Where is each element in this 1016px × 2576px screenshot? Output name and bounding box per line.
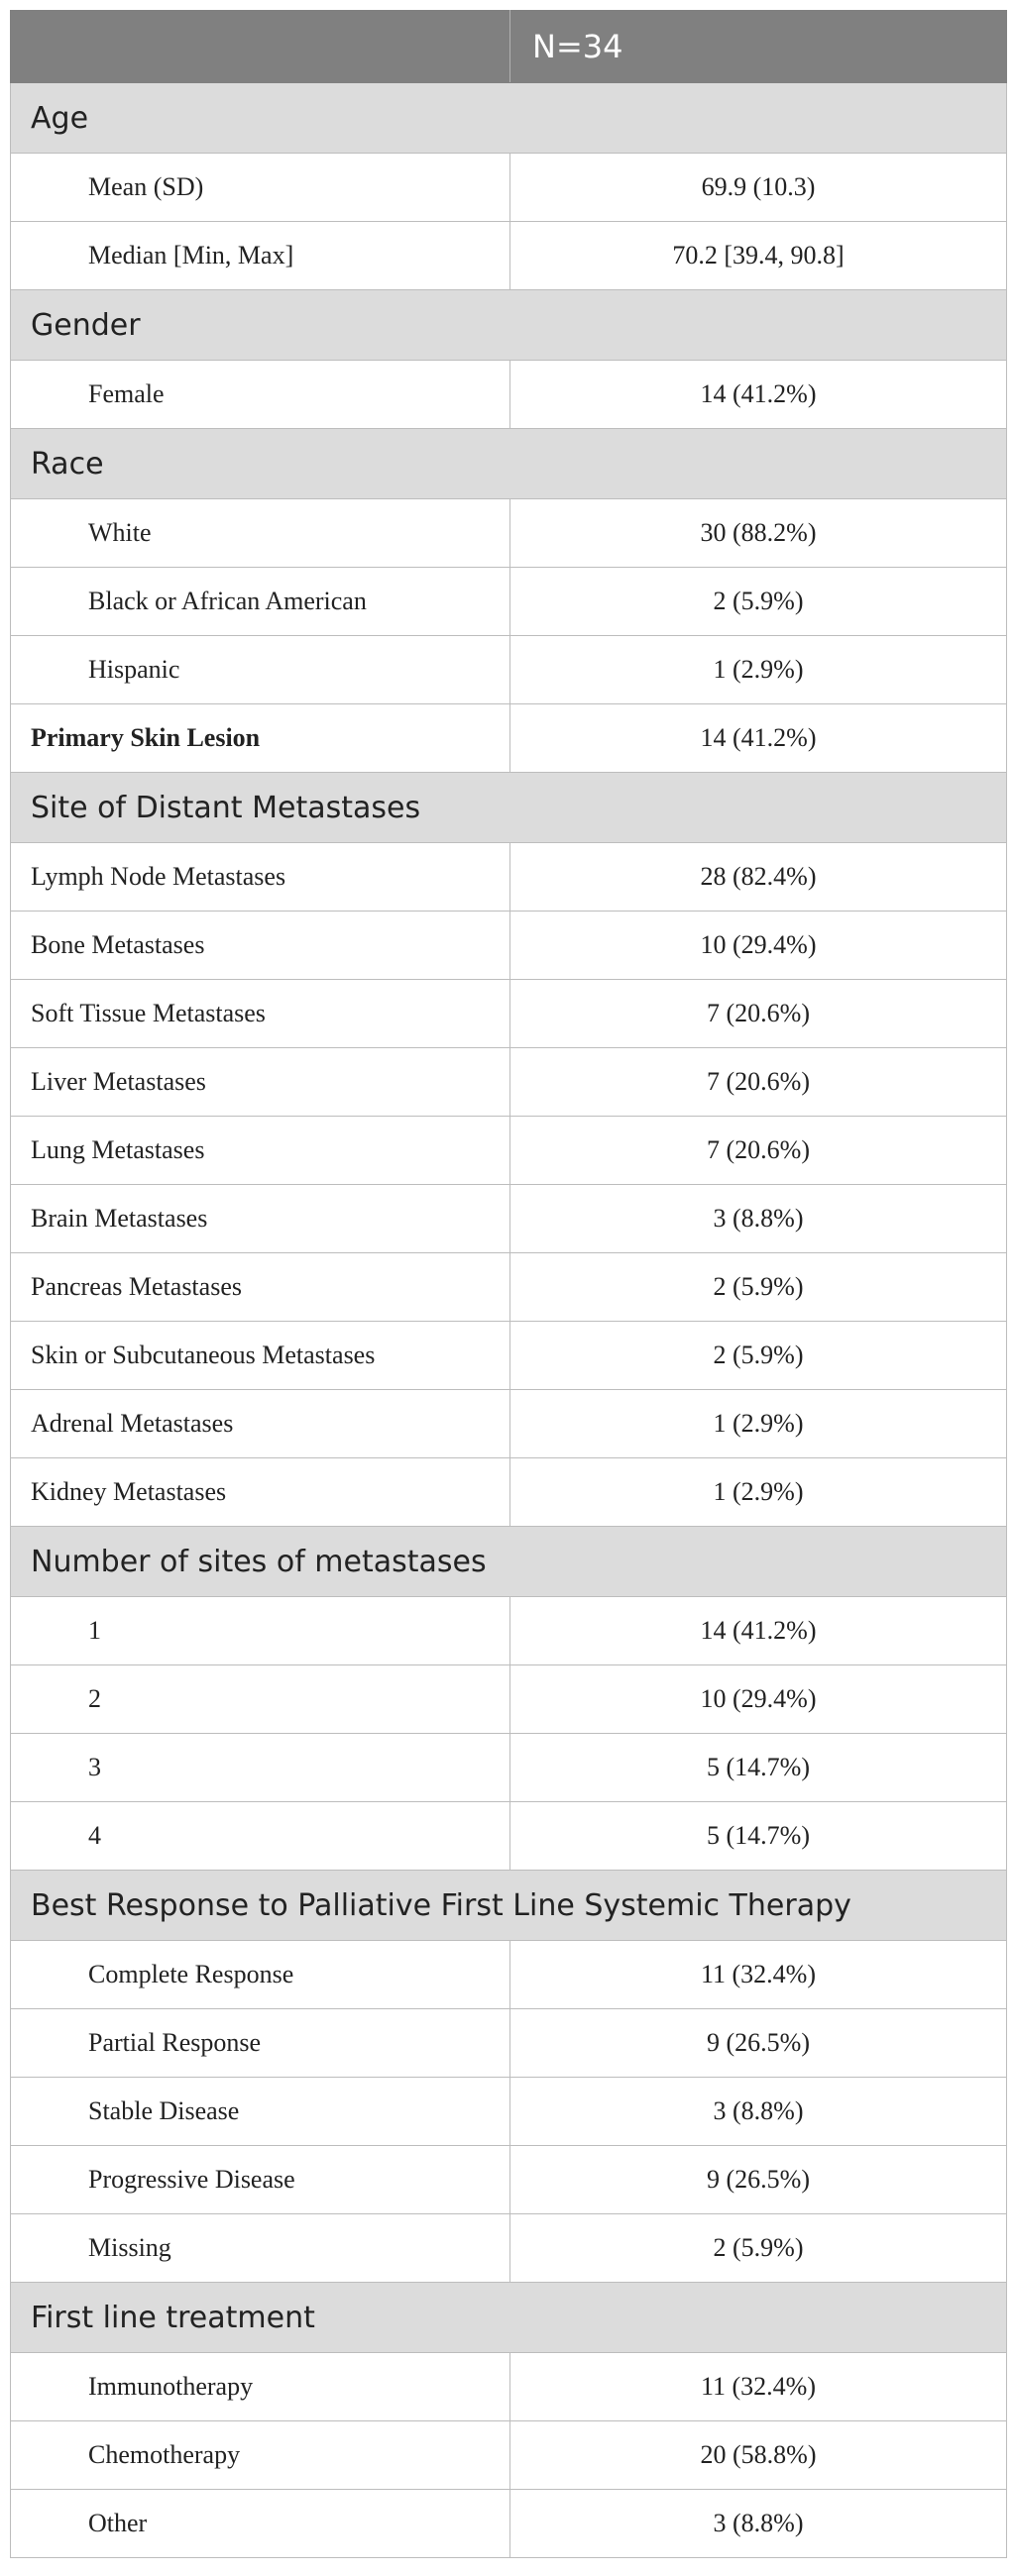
table-row	[11, 843, 1007, 912]
section-row-race	[11, 429, 1007, 499]
row-value: 2 (5.9%)	[510, 1322, 1007, 1390]
row-label: Female	[11, 361, 510, 429]
row-value: 3 (8.8%)	[510, 1185, 1007, 1253]
section-row-number-of-sites	[11, 1527, 1007, 1597]
row-label: Progressive Disease	[11, 2146, 510, 2214]
row-label: Immunotherapy	[11, 2353, 510, 2421]
row-label: Adrenal Metastases	[11, 1390, 510, 1458]
section-title: Gender	[11, 290, 1007, 361]
table-row	[11, 154, 1007, 222]
row-value: 14 (41.2%)	[510, 1597, 1007, 1665]
row-label: Brain Metastases	[11, 1185, 510, 1253]
row-value: 70.2 [39.4, 90.8]	[510, 222, 1007, 290]
row-label: Liver Metastases	[11, 1048, 510, 1117]
table-row	[11, 1665, 1007, 1734]
section-row-best-response	[11, 1871, 1007, 1941]
row-label: Complete Response	[11, 1941, 510, 2009]
row-value: 2 (5.9%)	[510, 568, 1007, 636]
table-row	[11, 2146, 1007, 2214]
table-row	[11, 1458, 1007, 1527]
section-title: Number of sites of metastases	[11, 1527, 1007, 1597]
row-value: 10 (29.4%)	[510, 1665, 1007, 1734]
table-row-primary-skin-lesion	[11, 704, 1007, 773]
table-row	[11, 1734, 1007, 1802]
table-row	[11, 499, 1007, 568]
header-n-cell: N=34	[510, 11, 1007, 83]
table-row	[11, 1597, 1007, 1665]
row-value: 1 (2.9%)	[510, 636, 1007, 704]
row-value: 20 (58.8%)	[510, 2421, 1007, 2490]
table-row	[11, 2421, 1007, 2490]
row-label: Chemotherapy	[11, 2421, 510, 2490]
row-label: Skin or Subcutaneous Metastases	[11, 1322, 510, 1390]
table-row	[11, 1390, 1007, 1458]
section-title: Age	[11, 83, 1007, 154]
row-label: Stable Disease	[11, 2078, 510, 2146]
table-row	[11, 1253, 1007, 1322]
table-row	[11, 222, 1007, 290]
row-value: 3 (8.8%)	[510, 2490, 1007, 2558]
row-label: Missing	[11, 2214, 510, 2283]
table-row	[11, 1941, 1007, 2009]
table-row	[11, 2078, 1007, 2146]
row-value: 28 (82.4%)	[510, 843, 1007, 912]
row-value: 5 (14.7%)	[510, 1734, 1007, 1802]
table-row	[11, 1048, 1007, 1117]
section-title: Site of Distant Metastases	[11, 773, 1007, 843]
row-value: 7 (20.6%)	[510, 1117, 1007, 1185]
table-row	[11, 2353, 1007, 2421]
row-label: 3	[11, 1734, 510, 1802]
table-container	[10, 10, 1006, 2558]
table-header-row	[11, 11, 1007, 83]
row-value: 1 (2.9%)	[510, 1458, 1007, 1527]
row-label: Soft Tissue Metastases	[11, 980, 510, 1048]
table-row	[11, 980, 1007, 1048]
table-row	[11, 361, 1007, 429]
row-value: 11 (32.4%)	[510, 1941, 1007, 2009]
row-label: Hispanic	[11, 636, 510, 704]
row-value: 14 (41.2%)	[510, 704, 1007, 773]
row-value: 9 (26.5%)	[510, 2146, 1007, 2214]
row-label: Other	[11, 2490, 510, 2558]
row-label: Pancreas Metastases	[11, 1253, 510, 1322]
section-title: First line treatment	[11, 2283, 1007, 2353]
table-row	[11, 568, 1007, 636]
table-row	[11, 2009, 1007, 2078]
row-label: 2	[11, 1665, 510, 1734]
header-empty-cell	[11, 11, 510, 83]
row-value: 7 (20.6%)	[510, 980, 1007, 1048]
row-value: 11 (32.4%)	[510, 2353, 1007, 2421]
section-title: Best Response to Palliative First Line Systemic Therapy	[11, 1871, 1007, 1941]
row-label: White	[11, 499, 510, 568]
row-label: Mean (SD)	[11, 154, 510, 222]
row-value: 10 (29.4%)	[510, 912, 1007, 980]
section-row-gender	[11, 290, 1007, 361]
table-row	[11, 2490, 1007, 2558]
table-row	[11, 1802, 1007, 1871]
row-label: Kidney Metastases	[11, 1458, 510, 1527]
row-value: 14 (41.2%)	[510, 361, 1007, 429]
section-title: Race	[11, 429, 1007, 499]
row-value: 2 (5.9%)	[510, 2214, 1007, 2283]
row-value: 5 (14.7%)	[510, 1802, 1007, 1871]
row-label: Median [Min, Max]	[11, 222, 510, 290]
table-row	[11, 1117, 1007, 1185]
table-row	[11, 1185, 1007, 1253]
row-value: 2 (5.9%)	[510, 1253, 1007, 1322]
section-row-first-line-treatment	[11, 2283, 1007, 2353]
row-value: 9 (26.5%)	[510, 2009, 1007, 2078]
table-row	[11, 2214, 1007, 2283]
section-row-metastases	[11, 773, 1007, 843]
section-row-age	[11, 83, 1007, 154]
row-label: 4	[11, 1802, 510, 1871]
table-row	[11, 1322, 1007, 1390]
row-label: 1	[11, 1597, 510, 1665]
row-label: Primary Skin Lesion	[11, 704, 510, 773]
table-row	[11, 636, 1007, 704]
row-value: 1 (2.9%)	[510, 1390, 1007, 1458]
row-value: 69.9 (10.3)	[510, 154, 1007, 222]
row-value: 7 (20.6%)	[510, 1048, 1007, 1117]
row-label: Lymph Node Metastases	[11, 843, 510, 912]
row-value: 30 (88.2%)	[510, 499, 1007, 568]
row-label: Bone Metastases	[11, 912, 510, 980]
row-label: Partial Response	[11, 2009, 510, 2078]
row-label: Black or African American	[11, 568, 510, 636]
table-row	[11, 912, 1007, 980]
row-value: 3 (8.8%)	[510, 2078, 1007, 2146]
row-label: Lung Metastases	[11, 1117, 510, 1185]
demographics-table	[10, 10, 1007, 2558]
